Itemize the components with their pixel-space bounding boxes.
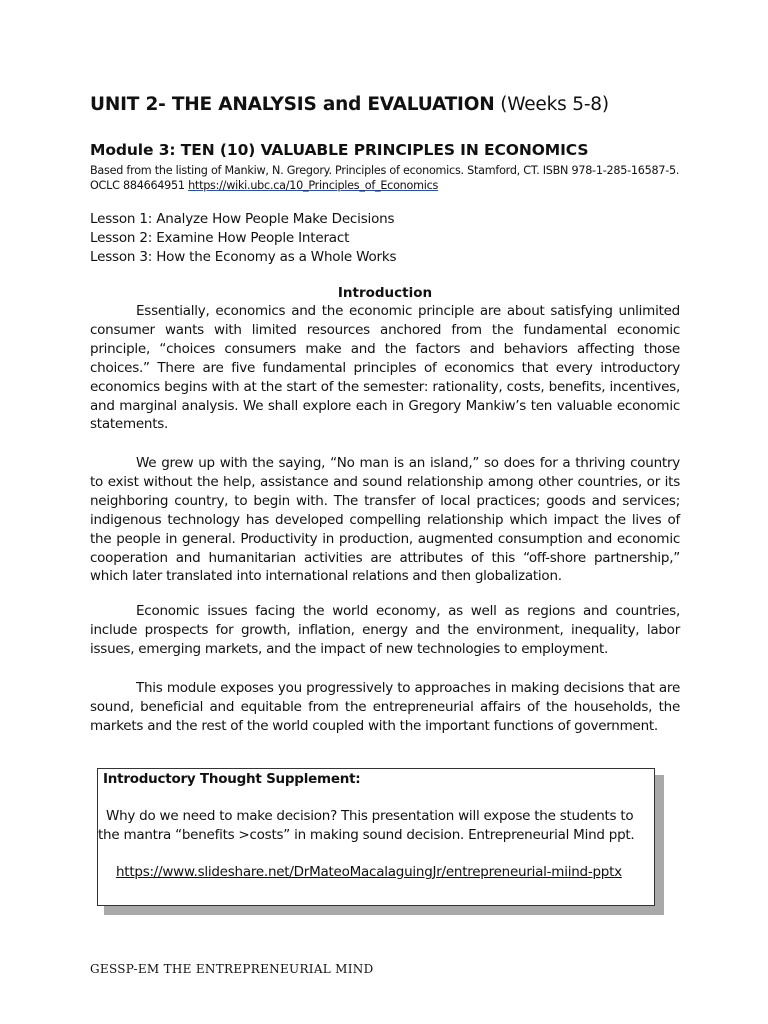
source-citation <box>90 163 680 193</box>
unit-title-weeks: (Weeks 5-8) <box>494 94 609 115</box>
unit-title-bold: UNIT 2- THE ANALYSIS and EVALUATION <box>90 94 495 115</box>
introduction-heading: Introduction <box>337 285 433 301</box>
supplement-title: Introductory Thought Supplement: <box>103 771 361 787</box>
page-footer: GESSP-EM THE ENTREPRENEURIAL MIND <box>90 962 374 976</box>
module-title: Module 3: TEN (10) VALUABLE PRINCIPLES IN ECONOMICS <box>90 141 589 159</box>
intro-paragraph: Essentially, economics and the economic principle are about satisfying unlimited consumer wants with limited resources anchored from the fundamental economic principle, “choices consumers make and the factors and behaviors affecting those choices.” There are five fundamental principles of economics that every introductory economics begins with at the start of the semester: rationality, costs, benefits, incentives, and marginal analysis. We shall explore each in Gregory Mankiw’s ten valuable economic statements. <box>90 303 680 433</box>
lesson-item: Lesson 1: Analyze How People Make Decisions <box>90 211 395 227</box>
supplement-body: Why do we need to make decision? This presentation will expose the students to the mantra “benefits >costs” in making sound decision. Entrepreneurial Mind ppt. <box>98 808 635 843</box>
source-text: Based from the listing of Mankiw, N. Gregory. Principles of economics. Stamford, CT. ISBN 978-1-285-16587-5. OCLC 884664951 <box>90 164 680 192</box>
supplement-box <box>97 768 655 906</box>
lesson-item: Lesson 2: Examine How People Interact <box>90 230 350 246</box>
supplement-link[interactable]: https://www.slideshare.net/DrMateoMacalaguingJr/entrepreneurial-miind-pptx <box>116 864 622 880</box>
intro-paragraph: This module exposes you progressively to approaches in making decisions that are sound, beneficial and equitable from the entrepreneurial affairs of the households, the markets and the rest of the world coupled with the important functions of government. <box>90 680 680 734</box>
unit-title <box>90 94 609 115</box>
source-link[interactable]: https://wiki.ubc.ca/10_Principles_of_Economics <box>188 179 439 192</box>
intro-paragraph: Economic issues facing the world economy, as well as regions and countries, include prospects for growth, inflation, energy and the environment, inequality, labor issues, emerging markets, and the impact of new technologies to employment. <box>90 603 680 657</box>
lesson-item: Lesson 3: How the Economy as a Whole Works <box>90 249 397 265</box>
lesson-list <box>90 210 396 267</box>
intro-paragraph: We grew up with the saying, “No man is an island,” so does for a thriving country to exist without the help, assistance and sound relationship among other countries, or its neighboring country, to begin with. The transfer of local practices; goods and services; indigenous technology has developed compelling relationship which impact the lives of the people in general. Productivity in production, augmented consumption and economic cooperation and humanitarian activities are attributes of this “off-shore partnership,” which later translated into international relations and then globalization. <box>90 455 680 585</box>
